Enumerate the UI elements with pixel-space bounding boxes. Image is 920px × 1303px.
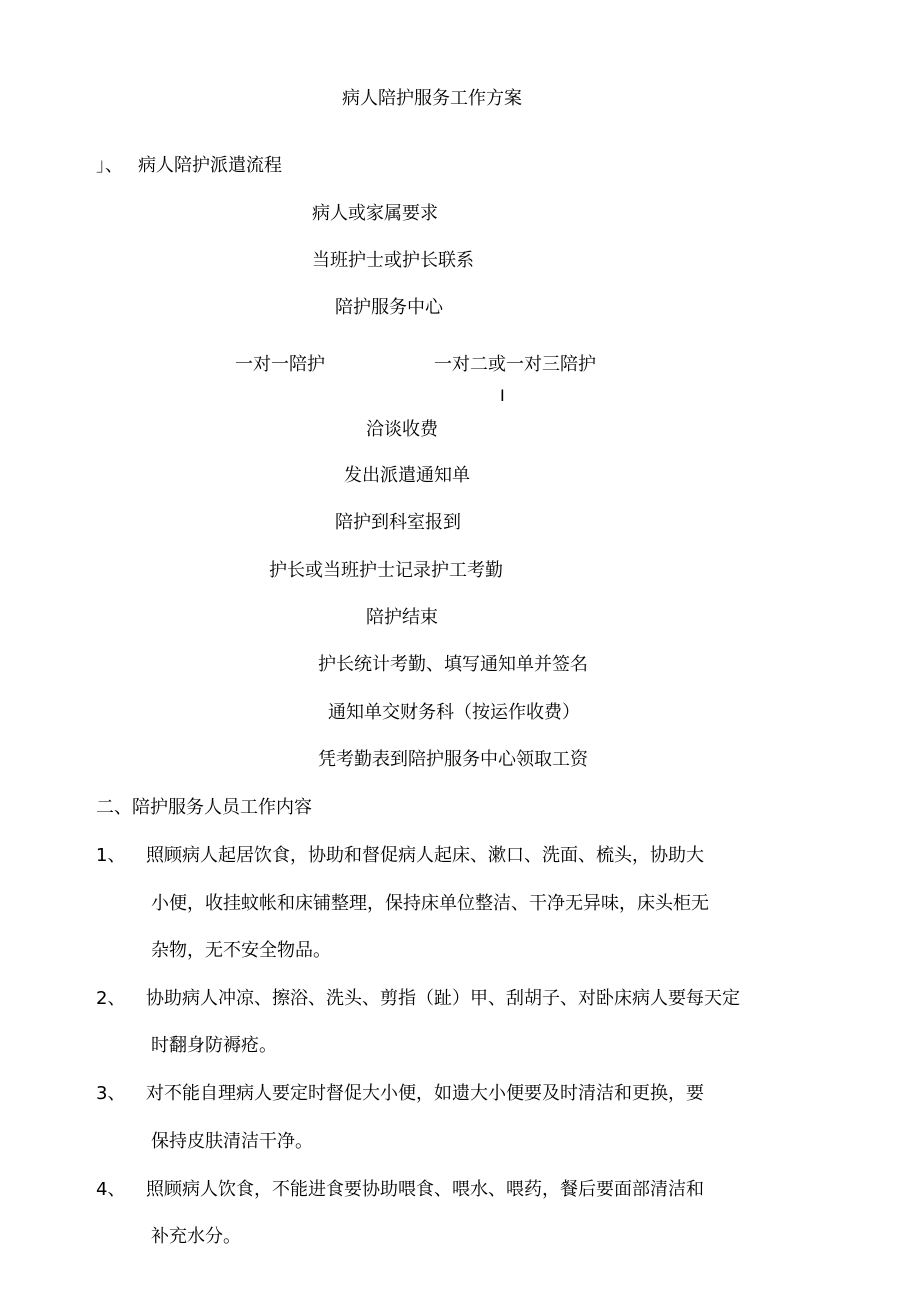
list-item-text: 协助病人冲凉、擦浴、洗头、剪指（趾）甲、刮胡子、对卧床病人要每天定	[146, 988, 740, 1009]
flow-step: 护长统计考勤、填写通知单并签名	[318, 654, 588, 675]
flow-step: 洽谈收费	[366, 419, 438, 440]
list-item-number: 1、	[96, 845, 126, 866]
flow-step: 护长或当班护士记录护工考勤	[269, 560, 503, 581]
flow-step: 陪护服务中心	[335, 297, 443, 318]
section2-heading: 二、陪护服务人员工作内容	[96, 797, 312, 818]
list-item-text: 小便，收挂蚊帐和床铺整理，保持床单位整洁、干净无异味，床头柜无	[151, 893, 709, 914]
list-item-number: 2、	[96, 988, 126, 1009]
flow-step: 当班护士或护长联系	[312, 250, 474, 271]
flow-step: 凭考勤表到陪护服务中心领取工资	[318, 749, 588, 770]
list-item-number: 3、	[96, 1083, 126, 1104]
flow-connector: I	[500, 386, 505, 405]
list-item-text: 照顾病人起居饮食，协助和督促病人起床、漱口、洗面、梳头，协助大	[146, 845, 704, 866]
list-item-text: 补充水分。	[151, 1226, 241, 1247]
list-item-text: 对不能自理病人要定时督促大小便，如遗大小便要及时清洁和更换，要	[146, 1083, 704, 1104]
flow-step: 通知单交财务科（按运作收费）	[328, 702, 580, 723]
flow-branch-left: 一对一陪护	[235, 354, 325, 375]
flow-step: 陪护结束	[366, 607, 438, 628]
flow-branch-right: 一对二或一对三陪护	[434, 354, 596, 375]
section1-number: 」、	[96, 155, 123, 176]
list-item-text: 时翻身防褥疮。	[151, 1035, 277, 1056]
list-item-text: 保持皮肤清洁干净。	[151, 1131, 313, 1152]
flow-step: 发出派遣通知单	[344, 465, 470, 486]
document-title: 病人陪护服务工作方案	[342, 88, 522, 109]
list-item-text: 照顾病人饮食，不能进食要协助喂食、喂水、喂药，餐后要面部清洁和	[146, 1179, 704, 1200]
list-item-number: 4、	[96, 1179, 126, 1200]
flow-step: 病人或家属要求	[312, 203, 438, 224]
flow-step: 陪护到科室报到	[335, 512, 461, 533]
list-item-text: 杂物，无不安全物品。	[151, 940, 331, 961]
section1-heading: 病人陪护派遣流程	[138, 155, 282, 176]
